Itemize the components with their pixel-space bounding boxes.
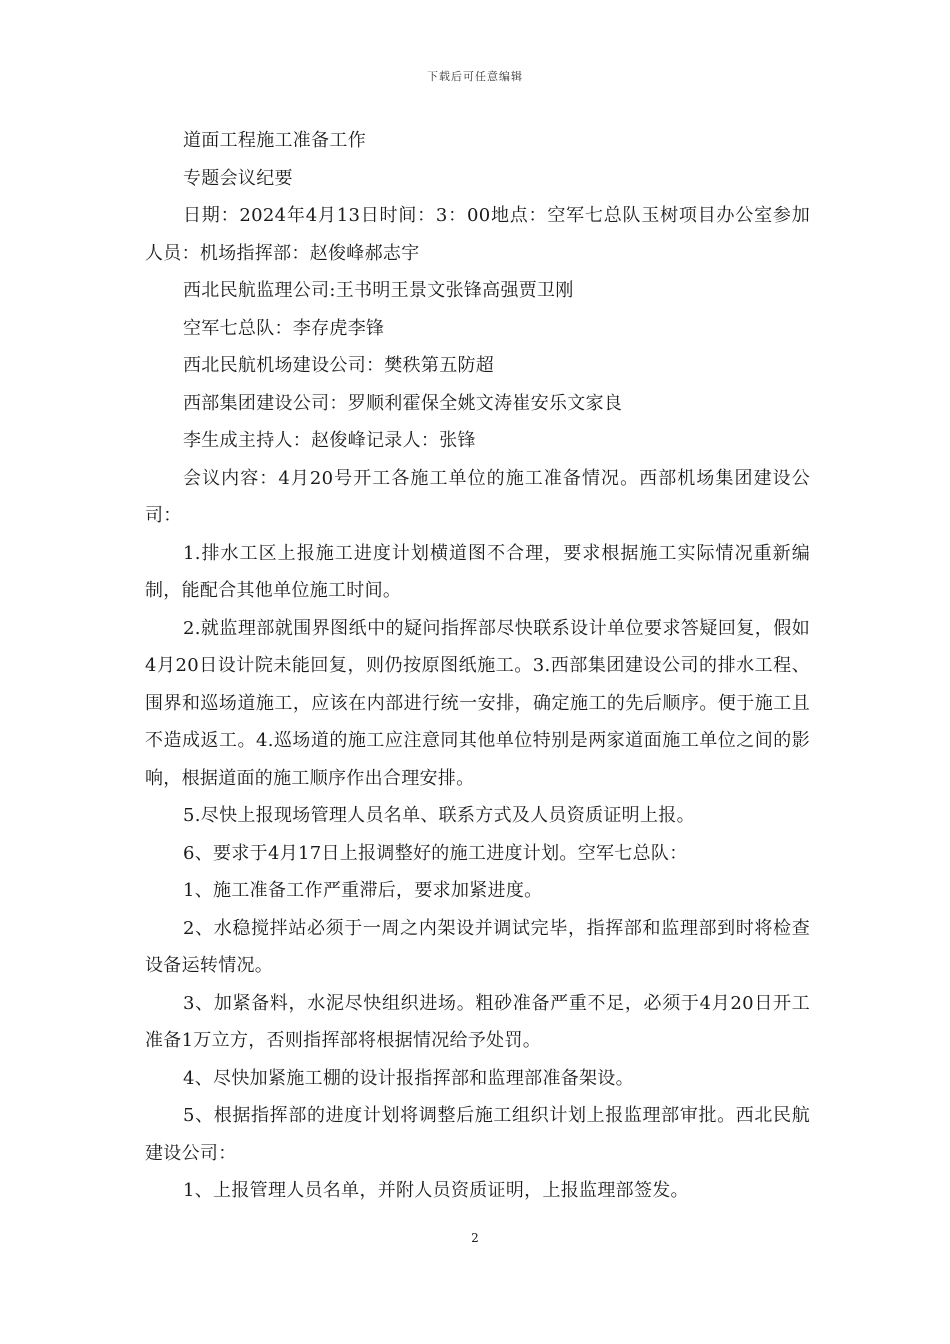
meeting-content: 会议内容：4月20号开工各施工单位的施工准备情况。西部机场集团建设公司：: [145, 467, 810, 526]
paragraph-item: 1.排水工区上报施工进度计划横道图不合理，要求根据施工实际情况重新编制，能配合其他单位施工时间。: [145, 542, 810, 601]
page-header: 下载后可任意编辑: [427, 70, 523, 83]
attendees-supervision: 西北民航监理公司:王书明王景文张锋高强贾卫刚: [183, 280, 574, 301]
paragraph-item: 1、施工准备工作严重滞后，要求加紧进度。: [183, 880, 543, 901]
doc-subtitle: 专题会议纪要: [183, 167, 293, 189]
paragraph-item: 5、根据指挥部的进度计划将调整后施工组织计划上报监理部审批。西北民航建设公司：: [145, 1105, 810, 1164]
paragraph-item: 5.尽快上报现场管理人员名单、联系方式及人员资质证明上报。: [183, 805, 695, 826]
meeting-info: 日期：2024年4月13日时间：3：00地点：空军七总队玉树项目办公室参加人员：机场指挥部：赵俊峰郝志宇: [145, 205, 810, 264]
paragraph-item: 3、加紧备料，水泥尽快组织进场。粗砂准备严重不足，必须于4月20日开工准备1万立方，否则指挥部将根据情况给予处罚。: [145, 992, 810, 1051]
paragraph-item: 6、要求于4月17日上报调整好的施工进度计划。空军七总队：: [183, 842, 688, 864]
paragraph-item: 2、水稳搅拌站必须于一周之内架设并调试完毕，指挥部和监理部到时将检查设备运转情况。: [145, 917, 810, 976]
host-recorder: 李生成主持人：赵俊峰记录人：张锋: [183, 430, 476, 451]
doc-title: 道面工程施工准备工作: [183, 130, 366, 151]
paragraph-item: 1、上报管理人员名单，并附人员资质证明，上报监理部签发。: [183, 1180, 689, 1201]
attendees-airport-construction: 西北民航机场建设公司：樊秩第五防超: [183, 355, 495, 376]
paragraph-item: 2.就监理部就围界图纸中的疑问指挥部尽快联系设计单位要求答疑回复，假如4月20日设计院未能回复，则仍按原图纸施工。3.西部集团建设公司的排水工程、围界和巡场道施工，应该在内部进行统一安排，确定施工的先后顺序。便于施工且不造成返工。4.巡场道的施工应注意同其他单位特别是两家道面施工单位之间的影响，根据道面的施工顺序作出合理安排。: [145, 617, 810, 789]
attendees-air-force: 空军七总队：李存虎李锋: [183, 317, 385, 339]
page-number: 2: [471, 1231, 479, 1245]
document-body: [145, 122, 810, 1210]
paragraph-item: 4、尽快加紧施工棚的设计报指挥部和监理部准备架设。: [183, 1067, 634, 1089]
attendees-western-group: 西部集团建设公司：罗顺利霍保全姚文涛崔安乐文家良: [183, 392, 623, 414]
